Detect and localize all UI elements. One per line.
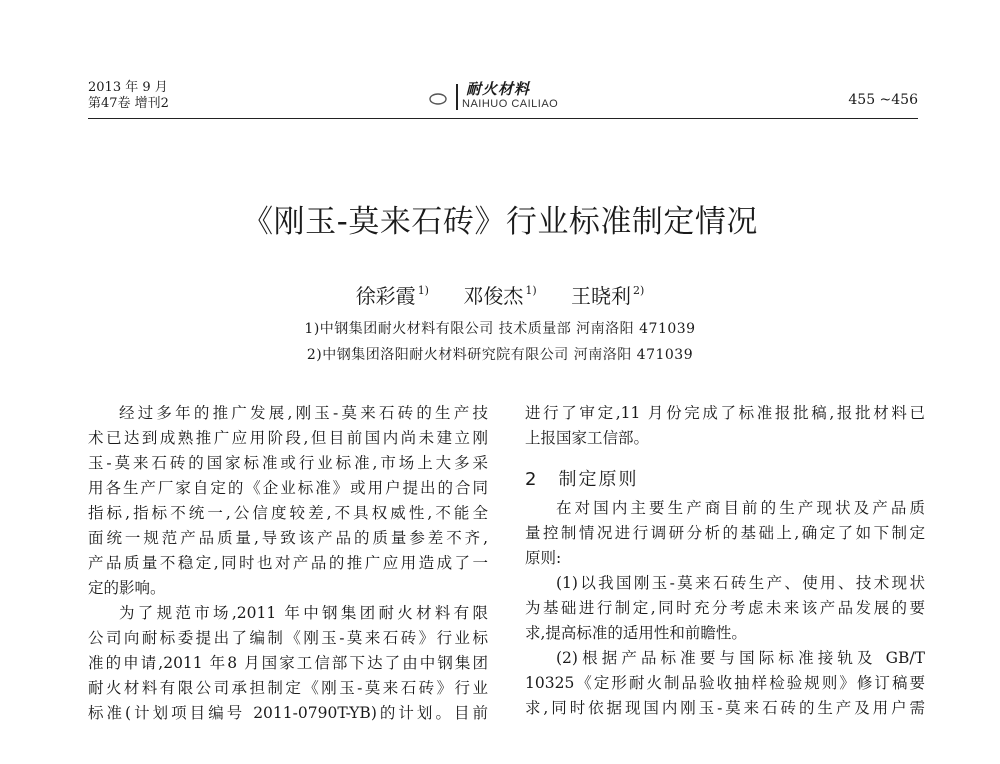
text-line: 术已达到成熟推广应用阶段,但目前国内尚未建立刚 [88, 429, 488, 447]
issue-volume: 第47卷 增刊2 [88, 96, 169, 111]
text-line: 用各生产厂家自定的《企业标准》或用户提出的合同 [88, 479, 488, 497]
logo-ring-icon [428, 92, 448, 106]
text-line: 定的影响。 [88, 579, 166, 597]
affiliation-1: 1)中钢集团耐火材料有限公司 技术质量部 河南洛阳 471039 [304, 321, 696, 337]
text-line: 在对国内主要生产商目前的生产现状及产品质 [556, 499, 925, 517]
journal-logo [428, 78, 588, 114]
issue-info [88, 80, 169, 112]
text-line: 耐火材料有限公司承担制定《刚玉-莫来石砖》行业 [88, 679, 488, 697]
text-line: 公司向耐标委提出了编制《刚玉-莫来石砖》行业标 [88, 629, 488, 647]
body-column-left [88, 401, 488, 726]
text-line: 量控制情况进行调研分析的基础上,确定了如下制定 [525, 524, 925, 542]
text-line: 产品质量不稳定,同时也对产品的推广应用造成了一 [88, 554, 488, 572]
text-line: 为基础进行制定,同时充分考虑未来该产品发展的要 [525, 599, 925, 617]
section-number: 2 [525, 469, 539, 490]
text-line: 原则: [525, 549, 562, 567]
text-line: 玉-莫来石砖的国家标准或行业标准,市场上大多采 [88, 454, 488, 472]
text-line: 进行了审定,11 月份完成了标准报批稿,报批材料已 [525, 404, 925, 422]
journal-name-cn: 耐火材料 [466, 80, 531, 98]
author-list [0, 280, 1000, 309]
text-line: 准的申请,2011 年8 月国家工信部下达了由中钢集团 [88, 654, 488, 672]
right-column-body [525, 496, 925, 721]
logo-bar-icon [456, 84, 458, 110]
header-rule [88, 118, 918, 119]
text-line: 求,同时依据现国内刚玉-莫来石砖的生产及用户需 [525, 699, 925, 717]
text-line: 经过多年的推广发展,刚玉-莫来石砖的生产技 [119, 404, 488, 422]
body-column-right [525, 401, 925, 721]
right-column-intro [525, 401, 925, 451]
affiliation-2: 2)中钢集团洛阳耐火材料研究院有限公司 河南洛阳 471039 [306, 347, 694, 363]
issue-date: 2013 年 9 月 [88, 80, 168, 95]
text-line: (2)根据产品标准要与国际标准接轨及 GB/T [556, 649, 925, 667]
text-line: (1)以我国刚玉-莫来石砖生产、使用、技术现状 [556, 574, 925, 592]
section-title: 制定原则 [558, 469, 639, 490]
text-line: 上报国家工信部。 [525, 429, 650, 447]
author: 邓俊杰 $^{1)}$ [463, 284, 537, 308]
author: 王晓利 $^{2)}$ [571, 284, 645, 308]
text-line: 指标,指标不统一,公信度较差,不具权威性,不能全 [88, 504, 488, 522]
text-line: 10325《定形耐火制品验收抽样检验规则》修订稿要 [525, 674, 925, 692]
text-line: 面统一规范产品质量,导致该产品的质量参差不齐, [88, 529, 488, 547]
section-heading [525, 467, 925, 492]
journal-name-en: NAIHUO CAILIAO [462, 98, 559, 110]
text-line: 标准(计划项目编号 2011-0790T-YB)的计划。目前 [88, 704, 488, 722]
article-title: 《刚玉-莫来石砖》行业标准制定情况 [242, 204, 758, 240]
text-line: 求,提高标准的适用性和前瞻性。 [525, 624, 747, 642]
author: 徐彩霞 $^{1)}$ [355, 284, 429, 308]
text-line: 为了规范市场,2011 年中钢集团耐火材料有限 [119, 604, 488, 622]
page-range: 455 ~456 [848, 92, 918, 108]
